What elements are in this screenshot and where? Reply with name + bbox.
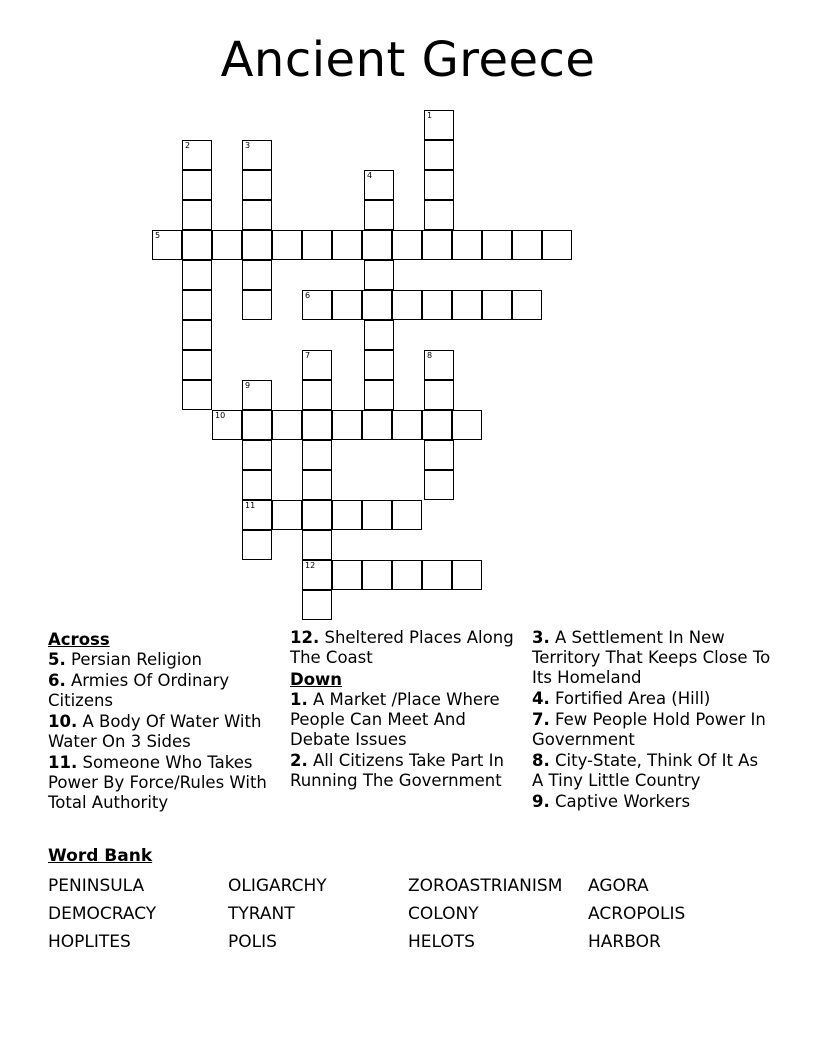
grid-cell[interactable] bbox=[422, 410, 452, 440]
grid-cell[interactable] bbox=[542, 230, 572, 260]
grid-cell[interactable] bbox=[242, 230, 272, 260]
clue bbox=[48, 650, 288, 670]
grid-cell[interactable] bbox=[364, 170, 394, 200]
clue-number: 6. bbox=[48, 671, 66, 690]
grid-cell[interactable] bbox=[302, 380, 332, 410]
word-bank-word: POLIS bbox=[228, 932, 277, 952]
grid-cell[interactable] bbox=[272, 230, 302, 260]
clue-number: 11 bbox=[245, 501, 256, 510]
clue-number: 2. bbox=[290, 751, 308, 770]
clue-number: 3. bbox=[532, 628, 550, 647]
clue bbox=[532, 689, 772, 709]
grid-cell[interactable] bbox=[242, 290, 272, 320]
grid-cell[interactable] bbox=[482, 290, 512, 320]
grid-cell[interactable] bbox=[422, 560, 452, 590]
grid-cell[interactable] bbox=[302, 530, 332, 560]
grid-cell[interactable] bbox=[212, 230, 242, 260]
grid-cell[interactable] bbox=[242, 410, 272, 440]
grid-cell[interactable] bbox=[182, 290, 212, 320]
grid-cell[interactable] bbox=[242, 500, 272, 530]
grid-cell[interactable] bbox=[182, 200, 212, 230]
clue-text: Someone Who Takes Power By Force/Rules With Total Authority bbox=[48, 753, 267, 812]
grid-cell[interactable] bbox=[182, 380, 212, 410]
grid-cell[interactable] bbox=[362, 290, 392, 320]
grid-cell[interactable] bbox=[424, 350, 454, 380]
grid-cell[interactable] bbox=[182, 320, 212, 350]
grid-cell[interactable] bbox=[182, 140, 212, 170]
grid-cell[interactable] bbox=[332, 230, 362, 260]
grid-cell[interactable] bbox=[242, 260, 272, 290]
word-bank-word: TYRANT bbox=[228, 904, 295, 924]
grid-cell[interactable] bbox=[392, 290, 422, 320]
grid-cell[interactable] bbox=[182, 230, 212, 260]
grid-cell[interactable] bbox=[424, 110, 454, 140]
clue-number: 12 bbox=[305, 561, 316, 570]
word-bank-word: HOPLITES bbox=[48, 932, 131, 952]
grid-cell[interactable] bbox=[302, 560, 332, 590]
word-bank-word: ACROPOLIS bbox=[588, 904, 686, 924]
word-bank-word: DEMOCRACY bbox=[48, 904, 157, 924]
clue bbox=[532, 628, 772, 688]
grid-cell[interactable] bbox=[364, 260, 394, 290]
word-bank-title: Word Bank bbox=[48, 846, 153, 866]
grid-cell[interactable] bbox=[392, 410, 422, 440]
grid-cell[interactable] bbox=[332, 560, 362, 590]
grid-cell[interactable] bbox=[392, 230, 422, 260]
grid-cell[interactable] bbox=[212, 410, 242, 440]
grid-cell[interactable] bbox=[364, 350, 394, 380]
grid-cell[interactable] bbox=[512, 290, 542, 320]
word-bank-word: PENINSULA bbox=[48, 876, 145, 896]
clue-text: City-State, Think Of It As A Tiny Little Country bbox=[532, 751, 759, 790]
clue-number: 9. bbox=[532, 792, 550, 811]
clue-text: Persian Religion bbox=[65, 650, 202, 669]
clue-text: Few People Hold Power In Government bbox=[532, 710, 766, 749]
grid-cell[interactable] bbox=[272, 410, 302, 440]
clue-text: A Settlement In New Territory That Keeps Close To Its Homeland bbox=[532, 628, 771, 687]
grid-cell[interactable] bbox=[182, 260, 212, 290]
clue-number: 8. bbox=[532, 751, 550, 770]
grid-cell[interactable] bbox=[364, 320, 394, 350]
down-clue-list-continued bbox=[532, 628, 772, 812]
clue-number: 4 bbox=[367, 171, 373, 180]
grid-cell[interactable] bbox=[362, 560, 392, 590]
clue-text: Fortified Area (Hill) bbox=[549, 689, 711, 708]
grid-cell[interactable] bbox=[422, 230, 452, 260]
clue-text: Armies Of Ordinary Citizens bbox=[48, 671, 230, 710]
grid-cell[interactable] bbox=[452, 230, 482, 260]
grid-cell[interactable] bbox=[302, 470, 332, 500]
grid-cell[interactable] bbox=[362, 410, 392, 440]
clue bbox=[290, 628, 530, 668]
clue-number: 4. bbox=[532, 689, 550, 708]
grid-cell[interactable] bbox=[302, 590, 332, 620]
clue-text: A Market /Place Where People Can Meet And Debate Issues bbox=[290, 690, 500, 749]
grid-cell[interactable] bbox=[364, 200, 394, 230]
clue-number: 5. bbox=[48, 650, 66, 669]
grid-cell[interactable] bbox=[152, 230, 182, 260]
grid-cell[interactable] bbox=[242, 440, 272, 470]
grid-cell[interactable] bbox=[302, 440, 332, 470]
clue-number: 10 bbox=[215, 411, 226, 420]
word-bank-word: ZOROASTRIANISM bbox=[408, 876, 563, 896]
grid-cell[interactable] bbox=[452, 290, 482, 320]
clue-number: 11. bbox=[48, 753, 78, 772]
clue-number: 8 bbox=[427, 351, 433, 360]
clues-column-1 bbox=[48, 628, 288, 814]
grid-cell[interactable] bbox=[302, 230, 332, 260]
grid-cell[interactable] bbox=[392, 500, 422, 530]
clue-number: 2 bbox=[185, 141, 191, 150]
clue bbox=[290, 751, 530, 791]
grid-cell[interactable] bbox=[242, 200, 272, 230]
clue-text: All Citizens Take Part In Running The Government bbox=[290, 751, 504, 790]
clue-number: 9 bbox=[245, 381, 251, 390]
word-bank-word: HARBOR bbox=[588, 932, 661, 952]
grid-cell[interactable] bbox=[242, 380, 272, 410]
down-heading: Down bbox=[290, 670, 343, 689]
clue bbox=[48, 753, 288, 813]
clue-number: 1. bbox=[290, 690, 308, 709]
grid-cell[interactable] bbox=[422, 290, 452, 320]
grid-cell[interactable] bbox=[272, 500, 302, 530]
page-title: Ancient Greece bbox=[220, 32, 596, 88]
word-bank-word: AGORA bbox=[588, 876, 649, 896]
grid-cell[interactable] bbox=[242, 530, 272, 560]
grid-cell[interactable] bbox=[332, 290, 362, 320]
clue bbox=[532, 751, 772, 791]
word-bank-word: COLONY bbox=[408, 904, 479, 924]
grid-cell[interactable] bbox=[242, 140, 272, 170]
grid-cell[interactable] bbox=[482, 230, 512, 260]
grid-cell[interactable] bbox=[242, 470, 272, 500]
grid-cell[interactable] bbox=[302, 290, 332, 320]
grid-cell[interactable] bbox=[424, 170, 454, 200]
grid-cell[interactable] bbox=[424, 200, 454, 230]
grid-cell[interactable] bbox=[424, 380, 454, 410]
clue bbox=[290, 690, 530, 750]
clue-text: Captive Workers bbox=[549, 792, 691, 811]
clue-number: 7 bbox=[305, 351, 311, 360]
clue bbox=[48, 671, 288, 711]
clue-text: A Body Of Water With Water On 3 Sides bbox=[48, 712, 262, 751]
grid-cell[interactable] bbox=[362, 230, 392, 260]
across-clue-list bbox=[48, 650, 288, 813]
grid-cell[interactable] bbox=[332, 410, 362, 440]
grid-cell[interactable] bbox=[512, 230, 542, 260]
grid-cell[interactable] bbox=[392, 560, 422, 590]
grid-cell[interactable] bbox=[364, 380, 394, 410]
across-clue-list-continued bbox=[290, 628, 530, 668]
grid-cell[interactable] bbox=[182, 350, 212, 380]
clue-number: 1 bbox=[427, 111, 433, 120]
clue-number: 7. bbox=[532, 710, 550, 729]
grid-cell[interactable] bbox=[242, 170, 272, 200]
clue-number: 12. bbox=[290, 628, 320, 647]
clue bbox=[48, 712, 288, 752]
grid-cell[interactable] bbox=[424, 470, 454, 500]
clues-column-2 bbox=[290, 628, 530, 792]
clue bbox=[532, 792, 772, 812]
grid-cell[interactable] bbox=[424, 440, 454, 470]
grid-cell[interactable] bbox=[182, 170, 212, 200]
clues-column-3 bbox=[532, 628, 772, 813]
clue-number: 3 bbox=[245, 141, 251, 150]
word-bank-word: OLIGARCHY bbox=[228, 876, 327, 896]
grid-cell[interactable] bbox=[302, 350, 332, 380]
across-heading: Across bbox=[48, 630, 110, 649]
clue bbox=[532, 710, 772, 750]
word-bank-word: HELOTS bbox=[408, 932, 475, 952]
grid-cell[interactable] bbox=[302, 410, 332, 440]
clue-number: 10. bbox=[48, 712, 78, 731]
grid-cell[interactable] bbox=[302, 500, 332, 530]
clue-number: 6 bbox=[305, 291, 311, 300]
grid-cell[interactable] bbox=[424, 140, 454, 170]
grid-cell[interactable] bbox=[362, 500, 392, 530]
clue-text: Sheltered Places Along The Coast bbox=[290, 628, 514, 667]
grid-cell[interactable] bbox=[452, 560, 482, 590]
grid-cell[interactable] bbox=[452, 410, 482, 440]
clue-number: 5 bbox=[155, 231, 161, 240]
down-clue-list bbox=[290, 690, 530, 791]
grid-cell[interactable] bbox=[332, 500, 362, 530]
